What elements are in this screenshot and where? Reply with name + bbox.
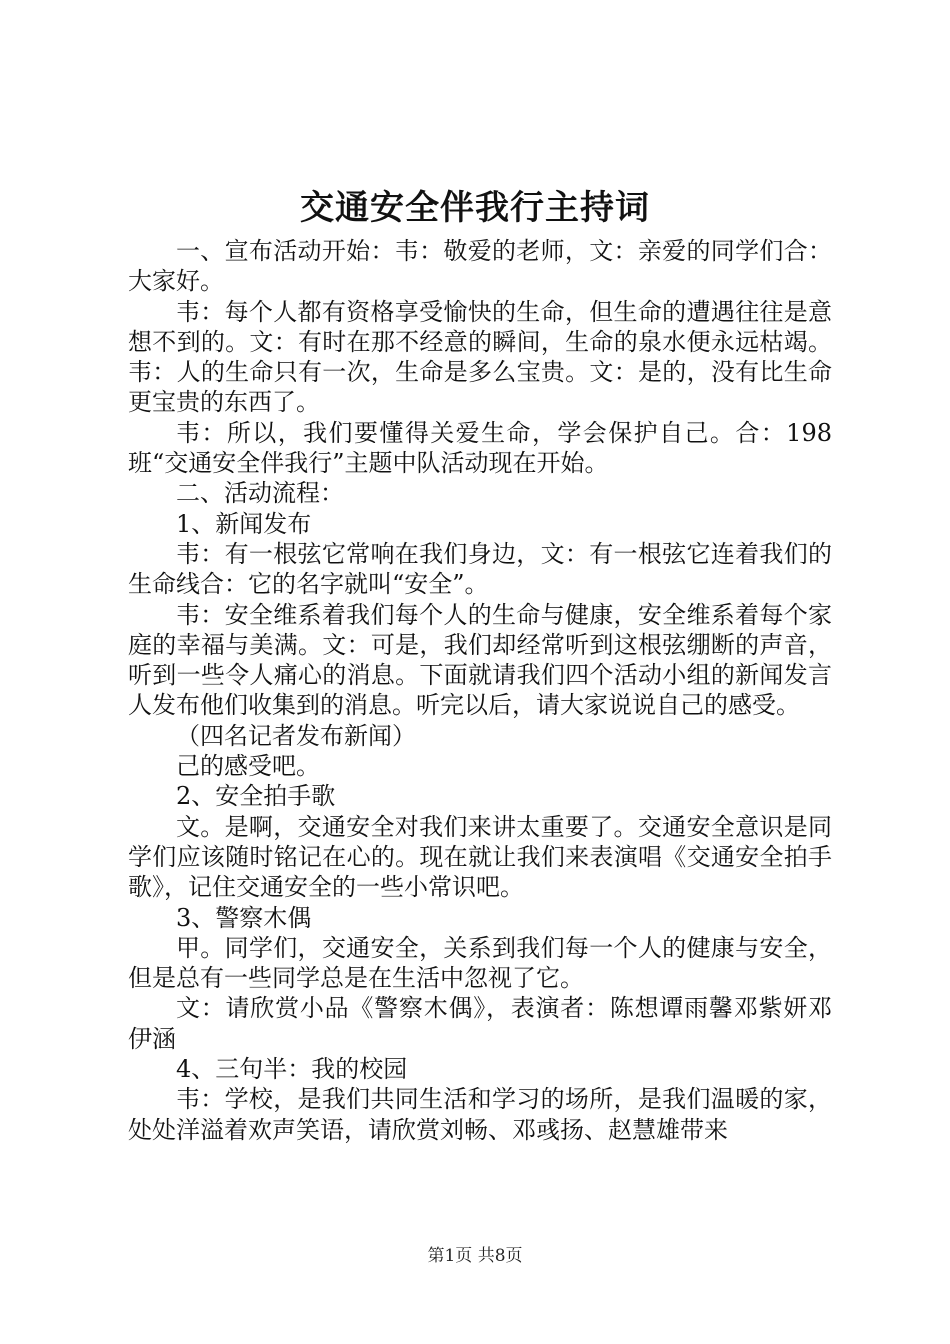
paragraph-9: 己的感受吧。 [176, 752, 320, 781]
subsection-heading-news: 1、新闻发布 [176, 509, 312, 538]
section-heading-activity-flow: 二、活动流程： [176, 479, 344, 508]
paragraph-1: 一、宣布活动开始：韦：敬爱的老师，文：亲爱的同学们合：大家好。 [128, 237, 832, 296]
paragraph-14: 文：请欣赏小品《警察木偶》，表演者：陈想谭雨馨邓紫妍邓伊涵 [128, 994, 832, 1053]
paragraph-16: 韦：学校，是我们共同生活和学习的场所，是我们温暖的家，处处洋溢着欢声笑语，请欣赏刘畅、邓彧扬、赵慧雄带来 [128, 1085, 832, 1144]
subsection-heading-my-campus: 4、三句半：我的校园 [176, 1055, 408, 1084]
paragraph-2: 韦：每个人都有资格享受愉快的生命，但生命的遭遇往往是意想不到的。文：有时在那不经意的瞬间，生命的泉水便永远枯竭。韦：人的生命只有一次，生命是多么宝贵。文：是的，没有比生命更宝贵的东西了。 [128, 297, 832, 417]
paragraph-7: 韦：安全维系着我们每个人的生命与健康，安全维系着每个家庭的幸福与美满。文：可是，我们却经常听到这根弦绷断的声音，听到一些令人痛心的消息。下面就请我们四个活动小组的新闻发言人发布他们收集到的消息。听完以后，请大家说说自己的感受。 [128, 600, 832, 720]
paragraph-8: （四名记者发布新闻） [176, 721, 416, 750]
document-body [128, 236, 832, 1145]
paragraph-11: 文。是啊，交通安全对我们来讲太重要了。交通安全意识是同学们应该随时铭记在心的。现在就让我们来表演唱《交通安全拍手歌》，记住交通安全的一些小常识吧。 [128, 812, 832, 902]
page-footer: 第1页 共8页 [427, 1246, 523, 1266]
document-title: 交通安全伴我行主持词 [300, 188, 650, 228]
paragraph-6: 韦：有一根弦它常响在我们身边，文：有一根弦它连着我们的生命线合：它的名字就叫“安全”。 [128, 539, 832, 599]
paragraph-13: 甲。同学们，交通安全，关系到我们每一个人的健康与安全，但是总有一些同学总是在生活中忽视了它。 [128, 933, 832, 993]
subsection-heading-clapping-song: 2、安全拍手歌 [176, 782, 336, 811]
paragraph-3: 韦：所以，我们要懂得关爱生命，学会保护自己。合：198班“交通安全伴我行”主题中队活动现在开始。 [128, 418, 832, 478]
subsection-heading-police-puppet: 3、警察木偶 [176, 903, 312, 932]
